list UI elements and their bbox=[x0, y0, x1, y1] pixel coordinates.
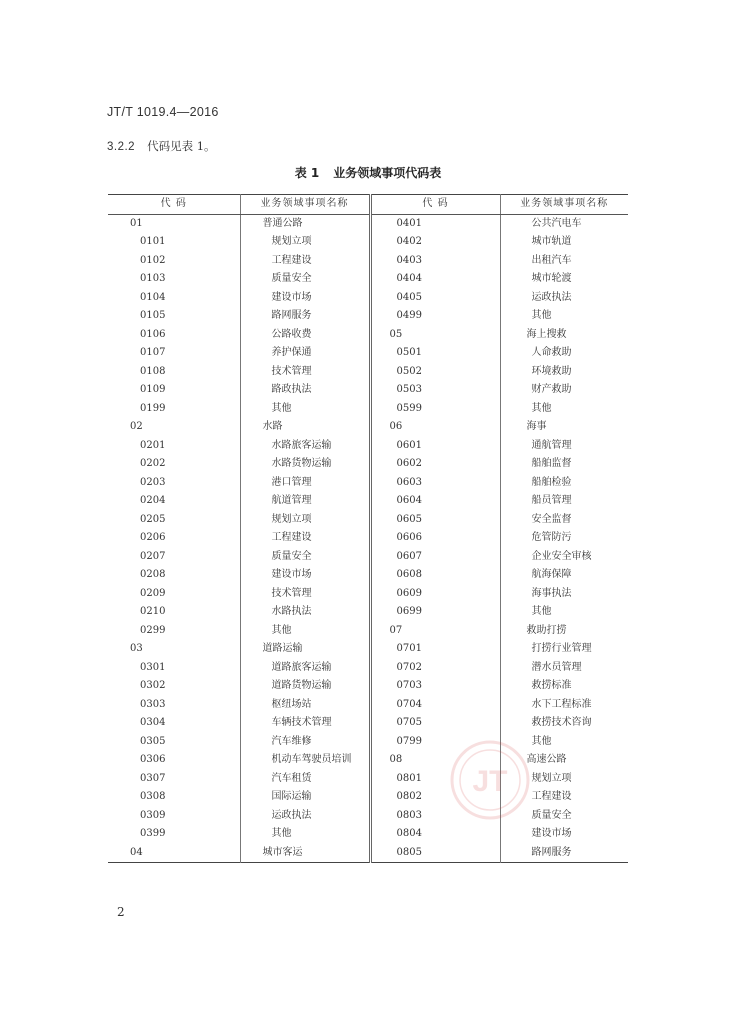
cell-name-left: 建设市场 bbox=[240, 289, 370, 308]
cell-code-left: 02 bbox=[108, 418, 240, 437]
cell-name-right: 船舶监督 bbox=[531, 458, 572, 469]
cell-code-right: 0803 bbox=[370, 807, 500, 826]
cell-code-right: 0602 bbox=[370, 455, 500, 474]
table-row bbox=[108, 437, 628, 456]
cell-code-left: 0102 bbox=[108, 252, 240, 271]
cell-code-right: 0703 bbox=[370, 677, 500, 696]
cell-code-right: 0605 bbox=[370, 511, 500, 530]
code-table bbox=[108, 194, 628, 863]
cell-code-left: 03 bbox=[108, 640, 240, 659]
cell-code-left: 0105 bbox=[108, 307, 240, 326]
table-row bbox=[108, 788, 628, 807]
cell-code-right: 07 bbox=[370, 622, 500, 641]
header-code-left: 代 码 bbox=[108, 195, 240, 215]
cell-name-right: 规划立项 bbox=[531, 772, 572, 784]
table-row bbox=[108, 529, 628, 548]
cell-code-left: 0204 bbox=[108, 492, 240, 511]
cell-code-right: 0804 bbox=[370, 825, 500, 844]
cell-name-right: 船舶检验 bbox=[531, 476, 572, 488]
cell-code-right: 0403 bbox=[370, 252, 500, 271]
table-row bbox=[108, 677, 628, 696]
cell-code-right: 0405 bbox=[370, 289, 500, 308]
cell-name-right: 其他 bbox=[531, 402, 552, 414]
table-row bbox=[108, 603, 628, 622]
cell-code-right: 0502 bbox=[370, 363, 500, 382]
cell-code-left: 0108 bbox=[108, 363, 240, 382]
cell-code-left: 0305 bbox=[108, 733, 240, 752]
cell-code-right: 0802 bbox=[370, 788, 500, 807]
cell-name-right: 救捞技术咨询 bbox=[531, 717, 592, 728]
cell-name-left: 汽车维修 bbox=[240, 733, 370, 752]
table-row bbox=[108, 455, 628, 474]
watermark-logo-text: JT bbox=[472, 765, 508, 798]
cell-code-left: 0101 bbox=[108, 233, 240, 252]
cell-name-left: 道路货物运输 bbox=[240, 677, 370, 696]
table-body bbox=[108, 214, 628, 863]
cell-name-right: 海事执法 bbox=[531, 587, 572, 599]
table-row bbox=[108, 381, 628, 400]
table-row bbox=[108, 844, 628, 863]
cell-code-left: 0106 bbox=[108, 326, 240, 345]
cell-code-left: 0299 bbox=[108, 622, 240, 641]
cell-name-left: 其他 bbox=[240, 825, 370, 844]
table-row bbox=[108, 400, 628, 419]
cell-name-right: 公共汽电车 bbox=[531, 217, 582, 229]
cell-name-left: 公路收费 bbox=[240, 326, 370, 345]
cell-code-left: 0309 bbox=[108, 807, 240, 826]
cell-name-left: 水路执法 bbox=[240, 603, 370, 622]
cell-name-right: 海上搜救 bbox=[526, 328, 567, 340]
cell-name-left: 工程建设 bbox=[240, 252, 370, 271]
cell-name-right: 其他 bbox=[531, 310, 552, 321]
cell-name-left: 国际运输 bbox=[240, 788, 370, 807]
cell-name-right: 航海保障 bbox=[531, 569, 572, 580]
cell-code-right: 0501 bbox=[370, 344, 500, 363]
cell-code-right: 0801 bbox=[370, 770, 500, 789]
cell-code-left: 0303 bbox=[108, 696, 240, 715]
cell-code-left: 0399 bbox=[108, 825, 240, 844]
table-caption bbox=[0, 164, 736, 181]
cell-name-right: 船员管理 bbox=[531, 495, 572, 506]
table-row bbox=[108, 492, 628, 511]
cell-name-left: 城市客运 bbox=[240, 844, 370, 863]
cell-name-left: 道路运输 bbox=[240, 640, 370, 659]
cell-name-right: 通航管理 bbox=[531, 439, 572, 451]
cell-name-right: 安全监督 bbox=[531, 513, 572, 525]
table-row bbox=[108, 307, 628, 326]
cell-code-right: 0601 bbox=[370, 437, 500, 456]
cell-name-left: 普通公路 bbox=[240, 214, 370, 233]
cell-code-right: 0607 bbox=[370, 548, 500, 567]
cell-code-right: 0606 bbox=[370, 529, 500, 548]
table-row bbox=[108, 733, 628, 752]
cell-name-left: 规划立项 bbox=[240, 511, 370, 530]
table-row bbox=[108, 770, 628, 789]
cell-code-left: 0206 bbox=[108, 529, 240, 548]
cell-code-right: 0599 bbox=[370, 400, 500, 419]
cell-name-right: 城市轨道 bbox=[531, 236, 572, 247]
document-id: JT/T 1019.4—2016 bbox=[107, 105, 219, 119]
cell-code-left: 0201 bbox=[108, 437, 240, 456]
cell-name-right: 其他 bbox=[531, 606, 552, 617]
cell-code-left: 0308 bbox=[108, 788, 240, 807]
cell-code-left: 04 bbox=[108, 844, 240, 863]
table-row bbox=[108, 714, 628, 733]
cell-name-right: 企业安全审核 bbox=[531, 550, 592, 562]
table-row bbox=[108, 252, 628, 271]
table-row bbox=[108, 233, 628, 252]
cell-name-left: 技术管理 bbox=[240, 585, 370, 604]
cell-code-left: 0107 bbox=[108, 344, 240, 363]
cell-code-right: 0499 bbox=[370, 307, 500, 326]
table-row bbox=[108, 474, 628, 493]
clause-paragraph bbox=[107, 138, 216, 154]
cell-name-right: 路网服务 bbox=[531, 846, 572, 858]
cell-name-left: 其他 bbox=[240, 400, 370, 419]
cell-name-right: 危管防污 bbox=[531, 532, 572, 543]
cell-code-left: 0104 bbox=[108, 289, 240, 308]
clause-number: 3.2.2 bbox=[107, 141, 136, 153]
table-row bbox=[108, 418, 628, 437]
cell-name-right: 运政执法 bbox=[531, 291, 572, 303]
cell-name-left: 水路旅客运输 bbox=[240, 437, 370, 456]
table-row bbox=[108, 363, 628, 382]
cell-name-left: 路政执法 bbox=[240, 381, 370, 400]
cell-code-left: 0306 bbox=[108, 751, 240, 770]
cell-name-right: 财产救助 bbox=[531, 384, 572, 395]
cell-name-right: 救捞标准 bbox=[531, 680, 572, 691]
cell-code-right: 0401 bbox=[370, 214, 500, 233]
cell-code-right: 06 bbox=[370, 418, 500, 437]
table-row bbox=[108, 659, 628, 678]
cell-code-right: 0704 bbox=[370, 696, 500, 715]
cell-name-left: 养护保通 bbox=[240, 344, 370, 363]
cell-code-left: 0208 bbox=[108, 566, 240, 585]
cell-name-right: 水下工程标准 bbox=[531, 698, 592, 710]
cell-code-right: 0805 bbox=[370, 844, 500, 863]
cell-code-right: 0604 bbox=[370, 492, 500, 511]
cell-code-left: 0205 bbox=[108, 511, 240, 530]
cell-name-right: 城市轮渡 bbox=[531, 273, 572, 284]
cell-code-left: 0307 bbox=[108, 770, 240, 789]
clause-text: 代码见表 1。 bbox=[147, 139, 216, 153]
table-row bbox=[108, 214, 628, 233]
header-name-left: 业务领域事项名称 bbox=[240, 195, 370, 215]
cell-name-left: 路网服务 bbox=[240, 307, 370, 326]
cell-code-left: 0210 bbox=[108, 603, 240, 622]
watermark-seal bbox=[448, 738, 532, 822]
cell-code-right: 0702 bbox=[370, 659, 500, 678]
cell-name-left: 运政执法 bbox=[240, 807, 370, 826]
table-row bbox=[108, 622, 628, 641]
cell-name-left: 质量安全 bbox=[240, 270, 370, 289]
cell-code-right: 0503 bbox=[370, 381, 500, 400]
header-name-right: 业务领域事项名称 bbox=[500, 195, 628, 215]
table-row bbox=[108, 751, 628, 770]
cell-name-right: 出租汽车 bbox=[531, 254, 572, 266]
table-caption-title: 业务领域事项代码表 bbox=[333, 166, 442, 180]
cell-name-left: 建设市场 bbox=[240, 566, 370, 585]
cell-name-right: 环境救助 bbox=[531, 365, 572, 377]
cell-code-right: 0402 bbox=[370, 233, 500, 252]
cell-name-left: 规划立项 bbox=[240, 233, 370, 252]
cell-code-left: 0203 bbox=[108, 474, 240, 493]
cell-name-right: 建设市场 bbox=[531, 828, 572, 839]
table-row bbox=[108, 640, 628, 659]
cell-name-right: 质量安全 bbox=[531, 809, 572, 821]
table-row bbox=[108, 326, 628, 345]
table-row bbox=[108, 270, 628, 289]
cell-code-right: 0609 bbox=[370, 585, 500, 604]
cell-code-right: 0799 bbox=[370, 733, 500, 752]
cell-code-left: 0304 bbox=[108, 714, 240, 733]
cell-name-left: 其他 bbox=[240, 622, 370, 641]
table-row bbox=[108, 807, 628, 826]
cell-code-left: 0199 bbox=[108, 400, 240, 419]
cell-code-right: 0701 bbox=[370, 640, 500, 659]
cell-code-left: 0109 bbox=[108, 381, 240, 400]
cell-name-left: 质量安全 bbox=[240, 548, 370, 567]
cell-code-left: 0103 bbox=[108, 270, 240, 289]
cell-name-right: 其他 bbox=[531, 735, 552, 747]
table-row bbox=[108, 825, 628, 844]
cell-code-left: 01 bbox=[108, 214, 240, 233]
cell-name-left: 工程建设 bbox=[240, 529, 370, 548]
cell-name-left: 机动车驾驶员培训 bbox=[240, 751, 370, 770]
table-row bbox=[108, 696, 628, 715]
table-row bbox=[108, 585, 628, 604]
header-code-right: 代 码 bbox=[370, 195, 500, 215]
cell-name-left: 技术管理 bbox=[240, 363, 370, 382]
cell-code-right: 0608 bbox=[370, 566, 500, 585]
cell-name-right: 工程建设 bbox=[531, 791, 572, 802]
table-caption-number: 表 1 bbox=[294, 166, 320, 180]
table-header-row bbox=[108, 195, 628, 215]
cell-name-left: 枢纽场站 bbox=[240, 696, 370, 715]
page-number: 2 bbox=[117, 905, 125, 919]
cell-name-left: 汽车租赁 bbox=[240, 770, 370, 789]
cell-name-left: 水路 bbox=[240, 418, 370, 437]
cell-code-right: 0603 bbox=[370, 474, 500, 493]
table-row bbox=[108, 289, 628, 308]
cell-code-left: 0202 bbox=[108, 455, 240, 474]
table-row bbox=[108, 566, 628, 585]
cell-name-left: 道路旅客运输 bbox=[240, 659, 370, 678]
cell-code-right: 08 bbox=[370, 751, 500, 770]
cell-code-right: 0705 bbox=[370, 714, 500, 733]
table-row bbox=[108, 344, 628, 363]
cell-name-right: 海事 bbox=[526, 421, 547, 432]
cell-name-right: 打捞行业管理 bbox=[531, 643, 592, 654]
cell-name-right: 潜水员管理 bbox=[531, 661, 582, 673]
cell-code-left: 0207 bbox=[108, 548, 240, 567]
cell-code-right: 05 bbox=[370, 326, 500, 345]
cell-code-left: 0301 bbox=[108, 659, 240, 678]
cell-name-left: 航道管理 bbox=[240, 492, 370, 511]
cell-name-left: 水路货物运输 bbox=[240, 455, 370, 474]
cell-name-left: 港口管理 bbox=[240, 474, 370, 493]
cell-name-right: 救助打捞 bbox=[526, 624, 567, 636]
cell-code-right: 0699 bbox=[370, 603, 500, 622]
cell-code-right: 0404 bbox=[370, 270, 500, 289]
cell-name-left: 车辆技术管理 bbox=[240, 714, 370, 733]
cell-name-right: 人命救助 bbox=[531, 347, 572, 358]
table-row bbox=[108, 548, 628, 567]
table-row bbox=[108, 511, 628, 530]
cell-code-left: 0302 bbox=[108, 677, 240, 696]
cell-code-left: 0209 bbox=[108, 585, 240, 604]
cell-name-right: 高速公路 bbox=[526, 754, 567, 765]
